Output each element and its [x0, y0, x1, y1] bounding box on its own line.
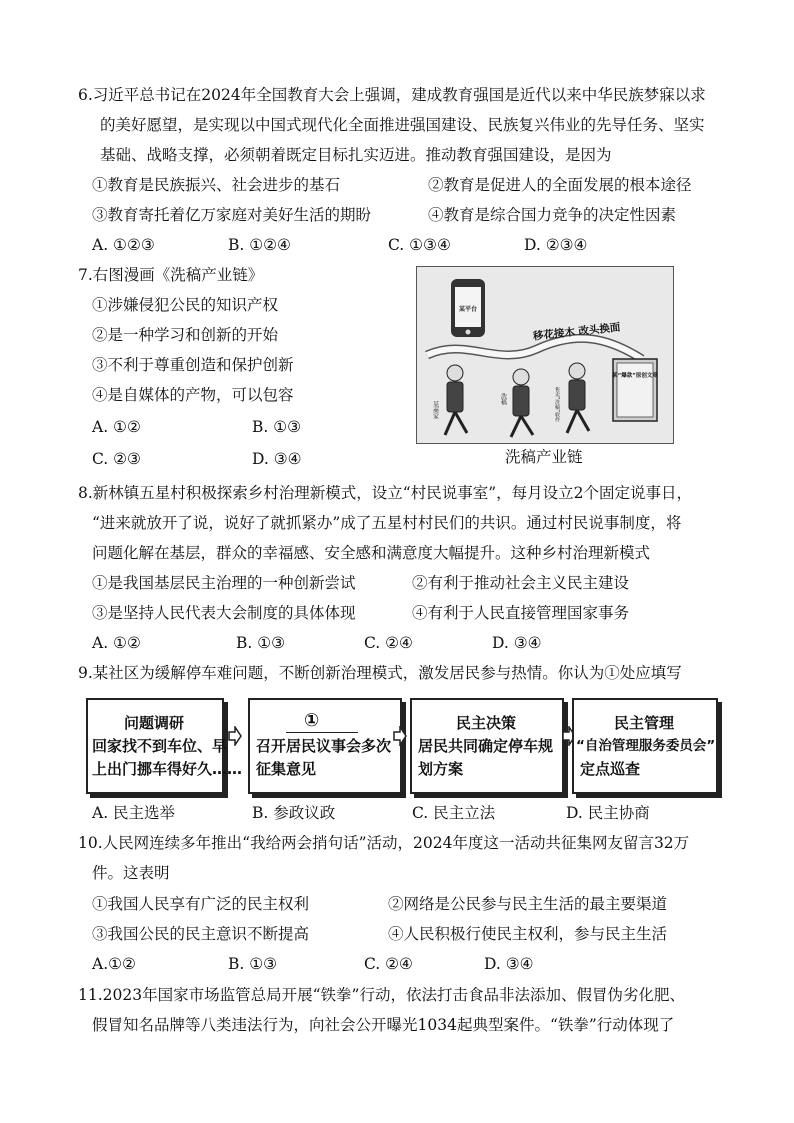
cartoon-caption: 洗稿产业链 — [505, 448, 583, 466]
q10-statement-4: ④人民积极行使民主权利，参与民主生活 — [388, 925, 668, 943]
q6-option-c[interactable]: C. ①③④ — [388, 236, 451, 254]
q8-option-c[interactable]: C. ②④ — [364, 634, 413, 652]
q6-statement-3: ③教育寄托着亿万家庭对美好生活的期盼 — [92, 206, 372, 224]
q6-statement-2: ②教育是促进人的全面发展的根本途径 — [428, 176, 692, 194]
book-icon — [613, 359, 657, 421]
figure-label-2: 洗稿 — [499, 393, 507, 405]
flow-box-3 — [410, 698, 564, 794]
q10-statement-3: ③我国公民的民主意识不断提高 — [92, 925, 310, 943]
q10-statement-1: ①我国人民享有广泛的民主权利 — [92, 895, 310, 913]
cartoon-banner: 移花接木 改头换面 — [532, 321, 621, 343]
cartoon-image — [416, 266, 674, 444]
q7-option-b[interactable]: B. ①③ — [252, 418, 302, 436]
arrow-right-icon — [393, 726, 407, 746]
q7-statement-1: ①涉嫌侵犯公民的知识产权 — [92, 296, 279, 314]
q7-option-d[interactable]: D. ③④ — [252, 450, 302, 468]
q9-stem: 9.某社区为缓解停车难问题，不断创新治理模式，激发居民参与热情。你认为①处应填写 — [78, 664, 682, 682]
q11-stem-line-2: 假冒知名品牌等八类违法行为，向社会公开曝光1034起典型案件。“铁拳”行动体现了 — [92, 1016, 675, 1034]
blank-underline — [286, 732, 358, 733]
flow-box-1-line-3: 上出门挪车得好久…… — [92, 760, 243, 778]
q10-statement-2: ②网络是公民参与民主生活的最主要渠道 — [388, 895, 668, 913]
q10-stem-line-1: 10.人民网连续多年推出“我给两会捎句话”活动，2024年度这一活动共征集网友留言32万 — [78, 834, 690, 852]
flow-box-1-title: 问题调研 — [124, 714, 185, 732]
q8-option-d[interactable]: D. ③④ — [492, 634, 542, 652]
q8-option-a[interactable]: A. ①② — [92, 634, 141, 652]
flow-box-4 — [572, 698, 718, 794]
q6-statement-4: ④教育是综合国力竞争的决定性因素 — [428, 206, 677, 224]
q9-option-b[interactable]: B. 参政议政 — [252, 804, 336, 822]
q8-statement-1: ①是我国基层民主治理的一种创新尝试 — [92, 574, 356, 592]
q8-stem-line-1: 8.新林镇五星村积极探索乡村治理新模式，设立“村民说事室”，每月设立2个固定说事日， — [78, 484, 693, 502]
q10-option-a[interactable]: A.①② — [92, 955, 136, 973]
flow-box-2-blank-marker: ① — [304, 710, 320, 731]
q10-option-d[interactable]: D. ③④ — [484, 955, 534, 973]
flow-box-2 — [248, 698, 402, 794]
arrow-right-icon — [228, 726, 242, 746]
q6-stem-line-2: 的美好愿望，是实现以中国式现代化全面推进强国建设、民族复兴伟业的先导任务、坚实 — [100, 116, 705, 134]
q6-option-a[interactable]: A. ①②③ — [92, 236, 155, 254]
q8-statement-3: ③是坚持人民代表大会制度的具体体现 — [92, 604, 356, 622]
q8-stem-line-3: 问题化解在基层，群众的幸福感、安全感和满意度大幅提升。这种乡村治理新模式 — [92, 544, 651, 562]
q6-option-b[interactable]: B. ①②④ — [228, 236, 291, 254]
flow-box-4-title: 民主管理 — [614, 714, 675, 732]
q6-statement-1: ①教育是民族振兴、社会进步的基石 — [92, 176, 341, 194]
q8-statement-4: ④有利于人民直接管理国家事务 — [412, 604, 630, 622]
q7-statement-2: ②是一种学习和创新的开始 — [92, 326, 279, 344]
q11-stem-line-1: 11.2023年国家市场监管总局开展“铁拳”行动，依法打击食品非法添加、假冒伪劣化肥、 — [78, 986, 685, 1004]
q8-stem-line-2: “进来就放开了说，说好了就抓紧办”成了五星村村民们的共识。通过村民说事制度，将 — [92, 514, 682, 532]
cartoon-drawing — [417, 267, 673, 443]
q6-stem-line-3: 基础、战略支撑，必须朝着既定目标扎实迈进。推动教育强国建设，是因为 — [100, 146, 612, 164]
q9-option-c[interactable]: C. 民主立法 — [412, 804, 496, 822]
q9-option-a[interactable]: A. 民主选举 — [92, 804, 176, 822]
figure-label-1: 某商家 — [431, 401, 439, 419]
q9-option-d[interactable]: D. 民主协商 — [566, 804, 650, 822]
q8-statement-2: ②有利于推动社会主义民主建设 — [412, 574, 630, 592]
flow-box-1 — [86, 698, 243, 794]
q6-option-d[interactable]: D. ②③④ — [524, 236, 588, 254]
flow-box-4-line-3: 定点巡查 — [580, 760, 641, 778]
figure-label-3: 售卖“洗稿”软件 — [554, 387, 560, 423]
flow-box-3-line-3: 划方案 — [418, 760, 464, 778]
flow-box-3-title: 民主决策 — [456, 714, 517, 732]
q7-statement-3: ③不利于尊重创造和保护创新 — [92, 356, 294, 374]
flow-box-2-line-3: 征集意见 — [256, 760, 317, 778]
flow-box-4-line-2: “自治管理服务委员会” — [576, 738, 716, 754]
q6-stem-line-1: 6.习近平总书记在2024年全国教育大会上强调，建成教育强国是近代以来中华民族梦寐以求 — [78, 86, 706, 104]
book-label: 某“爆款”原创文章 — [612, 373, 658, 379]
q8-option-b[interactable]: B. ①③ — [236, 634, 286, 652]
q7-stem: 7.右图漫画《洗稿产业链》 — [78, 266, 264, 284]
q10-stem-line-2: 件。这表明 — [92, 864, 170, 882]
flow-box-1-line-2: 回家找不到车位、早 — [92, 737, 228, 755]
phone-label: 某平台 — [458, 306, 478, 313]
q7-statement-4: ④是自媒体的产物，可以包容 — [92, 386, 294, 404]
q10-option-b[interactable]: B. ①③ — [228, 955, 278, 973]
flow-box-2-line-2: 召开居民议事会多次 — [256, 737, 392, 755]
q10-option-c[interactable]: C. ②④ — [364, 955, 413, 973]
q7-option-c[interactable]: C. ②③ — [92, 450, 141, 468]
q7-option-a[interactable]: A. ①② — [92, 418, 141, 436]
flow-box-3-line-2: 居民共同确定停车规 — [418, 737, 554, 755]
